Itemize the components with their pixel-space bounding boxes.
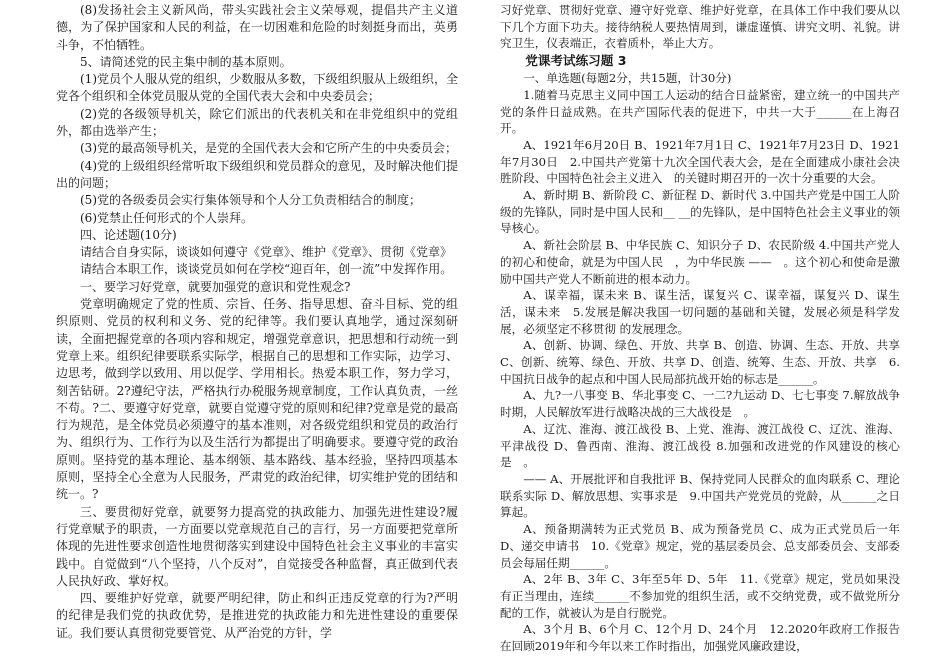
paragraph: (3)党的最高领导机关，是党的全国代表大会和它所产生的中央委员会； <box>80 141 458 156</box>
continued-paragraph: 习好党章、贯彻好党章、遵守好党章、维护好党章，在具体工作中我们要从以下几个方面下功夫。接待纳税人要热情周到，谦虚谨慎、讲究文明、礼貌。讲究卫生，仪表端正，衣着质朴，举止大方。 <box>500 3 900 51</box>
question-paragraph: A、谋幸福，谋未来 B、谋生活，谋复兴 C、谋幸福，谋复兴 D、谋生活，谋未来 5.发展是解决我国一切问题的基础和关键，发展必须是科学发展，必须坚定不移贯彻 的发展理念。 <box>500 288 900 336</box>
question-paragraph: A、辽沈、淮海、渡江战役 B、上党、淮海、渡江战役 C、辽沈、淮海、平津战役 D、鲁西南、淮海、渡江战役 8.加强和改进党的作风建设的核心是 。 <box>500 421 900 470</box>
left-column <box>56 2 458 642</box>
paragraph: 一、要学习好党章，就要加强党的意识和党性观念? <box>80 279 351 294</box>
paragraph: 请结合自身实际，谈谈如何遵守《党章》、维护《党章》、贯彻《党章》 <box>80 245 453 260</box>
section-heading: 一、单选题(每题2分，共15题，计30分) <box>523 71 732 86</box>
question-paragraph: A、新时期 B、新阶段 C、新征程 D、新时代 3.中国共产党是中国工人阶级的先锋队，同时是中国人民和__ __的先锋队，是中国特色社会主义事业的领导核心。 <box>500 188 900 236</box>
paragraph: (2)党的各级领导机关，除它们派出的代表机关和在非党组织中的党组外，都由选举产生； <box>56 106 458 139</box>
question-paragraph: A、新社会阶层 B、中华民族 C、知识分子 D、农民阶级 4.中国共产党人的初心和使命，就是为中国人民 ，为中华民族 —— 。这个初心和使命是激励中国共产党人不断前进的根本动力。 <box>500 238 900 286</box>
paragraph: (1)党员个人服从党的组织，少数服从多数，下级组织服从上级组织，全党各个组织和全体党员服从党的全国代表大会和中央委员会； <box>56 72 458 104</box>
paragraph: (6)党禁止任何形式的个人崇拜。 <box>80 210 253 225</box>
section-heading: 四、论述题(10分) <box>80 227 177 242</box>
paragraph: (5)党的各级委员会实行集体领导和个人分工负责相结合的制度； <box>80 193 422 208</box>
exam-title: 党课考试练习题 3 <box>525 53 627 69</box>
question-paragraph: A、2年 B、3年 C、3年至5年 D、5年 11.《党章》规定，党员如果没有正当理由，连续______不参加党的组织生活，或不交纳党费，或不做党所分配的工作，就被认为是自行脱党。 <box>500 572 900 620</box>
question-heading: 5、请简述党的民主集中制的基本原则。 <box>80 54 292 69</box>
question-paragraph: A、创新、协调、绿色、开放、共享 B、创造、协调、生态、开放、共享 C、创新、统筹、绿色、开放、共享 D、创造、统筹、生态、开放、共享 6.中国抗日战争的起点和中国人民局部抗战开始的标志是______。 <box>500 338 900 386</box>
question-paragraph: A、预备期满转为正式党员 B、成为预备党员 C、成为正式党员后一年 D、递交申请书 10.《党章》规定，党的基层委员会、总支部委员会、支部委员会每届任期______。 <box>500 522 900 570</box>
paragraph: (8)发扬社会主义新风尚，带头实践社会主义荣辱观，提倡共产主义道德，为了保护国家和人民的利益，在一切困难和危险的时刻挺身而出，英勇斗争，不怕牺牲。 <box>56 3 458 52</box>
paragraph: 四、要维护好党章，就要严明纪律，防止和纠正违反党章的行为?严明的纪律是我们党的执政优势，是推进党的执政能力和先进性建设的重要保证。我们要认真贯彻党要管党、从严治党的方针，学 <box>56 591 458 640</box>
question-paragraph: A、3个月 B、6个月 C、12个月 D、24个月 12.2020年政府工作报告在回顾2019年和今年以来工作时指出，加强党风廉政建设， <box>500 622 900 654</box>
paragraph: 党章明确规定了党的性质、宗旨、任务、指导思想、奋斗目标、党的组织原则、党员的权利和义务、党的纪律等。我们要认真地学，通过深刻研读，全面把握党章的各项内容和规定，增强党章意识，把思想和行动统一到党章上来。组织纪律要联系实际学，根据自己的思想和工作实际，边学习、边思考，做到学以致用、用以促学、学用相长。热爱本职工作，努力学习，刻苦钻研。2?遵纪守法，严格执行办税服务规章制度，工作认真负责，一丝不苟。?二、要遵守好党章，就要自觉遵守党的原则和纪律?党章是党的最高行为规范，是全体党员必须遵守的基本准则，对各级党组织和党员的政治行为、组织行为、工作行为以及生活行为都提出了明确要求。要遵守党的政治原则。坚持党的基本理论、基本纲领、基本路线、基本经验，坚持四项基本原则，坚持全心全意为人民服务，严肃党的政治纪律，切实维护党的团结和统一。? <box>56 297 458 502</box>
question-paragraph: —— A、开展批评和自我批评 B、保持党同人民群众的血肉联系 C、理论联系实际 D、解放思想、实事求是 9.中国共产党党员的党龄，从______之日算起。 <box>500 471 900 520</box>
paragraph: (4)党的上级组织经常听取下级组织和党员群众的意见，及时解决他们提出的问题； <box>56 158 458 190</box>
question-paragraph: A、九?一八事变 B、华北事变 C、一二?九运动 D、七七事变 7.解放战争时期，人民解放军进行战略决战的三大战役是 。 <box>500 388 900 420</box>
right-column <box>500 2 900 655</box>
paragraph: 三、要贯彻好党章，就要努力提高党的执政能力、加强先进性建设?履行党章赋予的职责，一方面要以党章规范自己的言行，另一方面要把党章所体现的先进性要求创造性地贯彻落实到建设中国特色社会主义事业的丰富实践中。自觉做到“八个坚持，八个反对”，自觉接受各种监督，真正做到代表人民执好政、掌好权。 <box>56 504 458 588</box>
question-paragraph: 1.随着马克思主义同中国工人运动的结合日益紧密，建立统一的中国共产党的条件日益成熟。在共产国际代表的促进下，中共一大于______在上海召开。 <box>500 87 900 136</box>
paragraph: 请结合本职工作，谈谈党员如何在学校“迎百年，创一流”中发挥作用。 <box>80 262 453 277</box>
question-paragraph: A、1921年6月20日 B、1921年7月1日 C、1921年7月23日 D、1921年7月30日 2.中国共产党第十九次全国代表大会，是在全面建成小康社会决胜阶段、中国特色社会主义进入 的关键时期召开的一次十分重要的大会。 <box>500 137 900 186</box>
